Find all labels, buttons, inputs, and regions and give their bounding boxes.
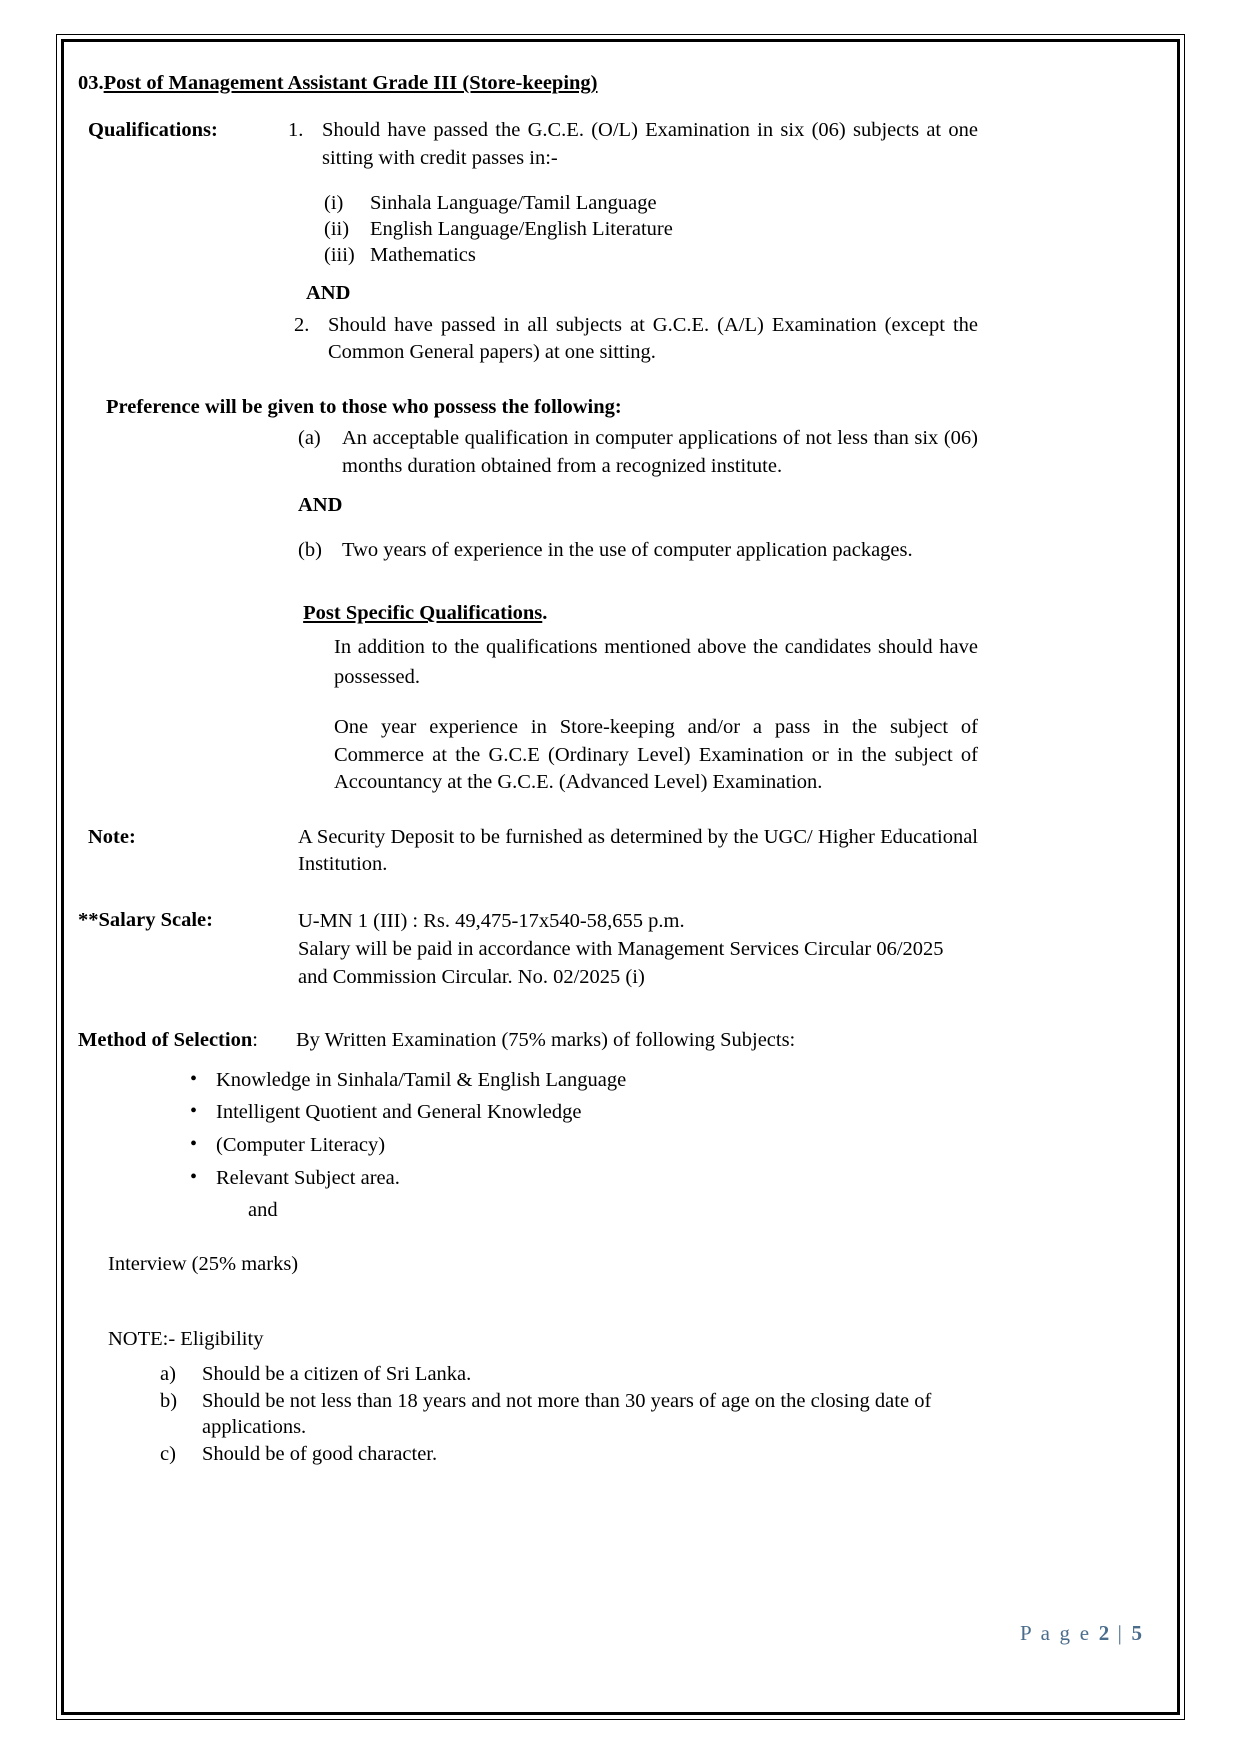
preference-item-a-text: An acceptable qualification in computer applications of not less than six (06) months duration obtained from a recognized institute. [342, 427, 978, 477]
preference-item-a-marker: (a) [298, 427, 321, 450]
qualification-item-1-text: Should have passed the G.C.E. (O/L) Examination in six (06) subjects at one sitting with credit passes in:- [322, 119, 978, 169]
salary-circular-line-1: Salary will be paid in accordance with Management Services Circular 06/2025 [298, 937, 944, 960]
eligibility-item-a [160, 1361, 978, 1388]
eligibility-list [160, 1361, 978, 1468]
eligibility-item-c-text: Should be of good character. [202, 1442, 438, 1465]
preference-item-a [298, 425, 978, 480]
post-specific-detail: One year experience in Store-keeping and/or a pass in the subject of Commerce at the G.C.E (Ordinary Level) Examination or in the subject of Accountancy at the G.C.E. (Advanced Level) Examination. [334, 716, 978, 793]
post-number: 03. [78, 72, 104, 94]
post-specific-heading [298, 600, 978, 627]
note-text: A Security Deposit to be furnished as determined by the UGC/ Higher Educational Institution. [298, 826, 978, 876]
note-section [78, 824, 978, 879]
footer-page-word: P a g e [1020, 1621, 1092, 1645]
footer-total-pages: 5 [1131, 1621, 1143, 1645]
post-specific-heading-suffix: . [542, 602, 548, 625]
selection-and-connector: and [248, 1199, 278, 1222]
qualification-item-1-marker: 1. [288, 119, 304, 142]
selection-subject-item: • (Computer Literacy) [186, 1132, 978, 1159]
page-content [78, 70, 978, 1468]
method-of-selection-section [78, 1027, 978, 1054]
salary-scale-body [298, 907, 978, 992]
credit-subject-item [324, 190, 978, 216]
credit-subject-item [324, 216, 978, 242]
qualifications-label: Qualifications: [88, 119, 218, 142]
selection-subject-item: • Relevant Subject area. [186, 1165, 978, 1192]
qualifications-section [78, 117, 978, 368]
eligibility-item-b-text: Should be not less than 18 years and not more than 30 years of age on the closing date of applications. [202, 1389, 932, 1439]
qualification-item-1 [288, 117, 978, 172]
credit-subject-text: English Language/English Literature [370, 217, 673, 240]
credit-subject-text: Mathematics [370, 244, 476, 267]
salary-circular-line-2: and Commission Circular. No. 02/2025 (i) [298, 966, 645, 989]
preference-list [298, 425, 978, 564]
note-label: Note: [88, 826, 136, 849]
preference-item-b-text: Two years of experience in the use of computer application packages. [342, 539, 913, 562]
qualification-item-2-marker: 2. [294, 313, 310, 336]
qualifications-body [288, 117, 978, 368]
post-specific-intro: In addition to the qualifications mentioned above the candidates should have possessed. [334, 635, 978, 689]
footer-page-number: 2 [1098, 1621, 1111, 1645]
method-of-selection-label-text: Method of Selection [78, 1029, 253, 1052]
preference-heading: Preference will be given to those who possess the following: [106, 396, 622, 419]
interview-line: Interview (25% marks) [108, 1252, 299, 1275]
preference-item-b-marker: (b) [298, 539, 322, 562]
selection-subject-item: • Intelligent Quotient and General Knowledge [186, 1099, 978, 1126]
page-title [78, 70, 978, 97]
salary-scale-label: **Salary Scale: [78, 908, 213, 931]
page-footer [1020, 1621, 1143, 1646]
post-title-text: Post of Management Assistant Grade III (Store-keeping) [103, 72, 598, 94]
credit-subject-marker: (ii) [324, 217, 350, 240]
salary-scale-value: U-MN 1 (III) : Rs. 49,475-17x540-58,655 p.m. [298, 909, 685, 932]
qualification-item-2-text: Should have passed in all subjects at G.C.E. (A/L) Examination (except the Common General papers) at one sitting. [328, 313, 978, 363]
footer-separator: | [1117, 1621, 1125, 1645]
credit-subjects-list [324, 190, 978, 269]
qualifications-and-connector: AND [306, 282, 351, 305]
selection-subject-item: • Knowledge in Sinhala/Tamil & English Language [186, 1067, 978, 1094]
eligibility-heading: NOTE:- Eligibility [108, 1327, 264, 1350]
eligibility-item-c-marker: c) [160, 1442, 176, 1465]
method-of-selection-label [78, 1027, 296, 1054]
credit-subject-item [324, 242, 978, 268]
credit-subject-marker: (i) [324, 191, 344, 214]
eligibility-section [90, 1326, 978, 1468]
eligibility-item-a-marker: a) [160, 1363, 176, 1386]
credit-subject-text: Sinhala Language/Tamil Language [370, 191, 657, 214]
method-of-selection-intro: By Written Examination (75% marks) of following Subjects: [296, 1029, 796, 1052]
post-specific-heading-text: Post Specific Qualifications [303, 602, 543, 625]
credit-subject-marker: (iii) [324, 244, 355, 267]
eligibility-item-c [160, 1441, 978, 1468]
method-of-selection-label-colon: : [252, 1029, 258, 1052]
eligibility-item-a-text: Should be a citizen of Sri Lanka. [202, 1363, 472, 1386]
eligibility-item-b [160, 1388, 978, 1441]
eligibility-item-b-marker: b) [160, 1389, 178, 1412]
preference-and-connector: AND [298, 493, 343, 516]
qualification-item-2 [294, 312, 978, 367]
preference-item-b [298, 537, 978, 564]
method-of-selection-body [296, 1027, 978, 1054]
post-specific-qualifications-section [298, 600, 978, 796]
selection-subjects-list [186, 1067, 978, 1192]
salary-scale-section [78, 907, 978, 992]
